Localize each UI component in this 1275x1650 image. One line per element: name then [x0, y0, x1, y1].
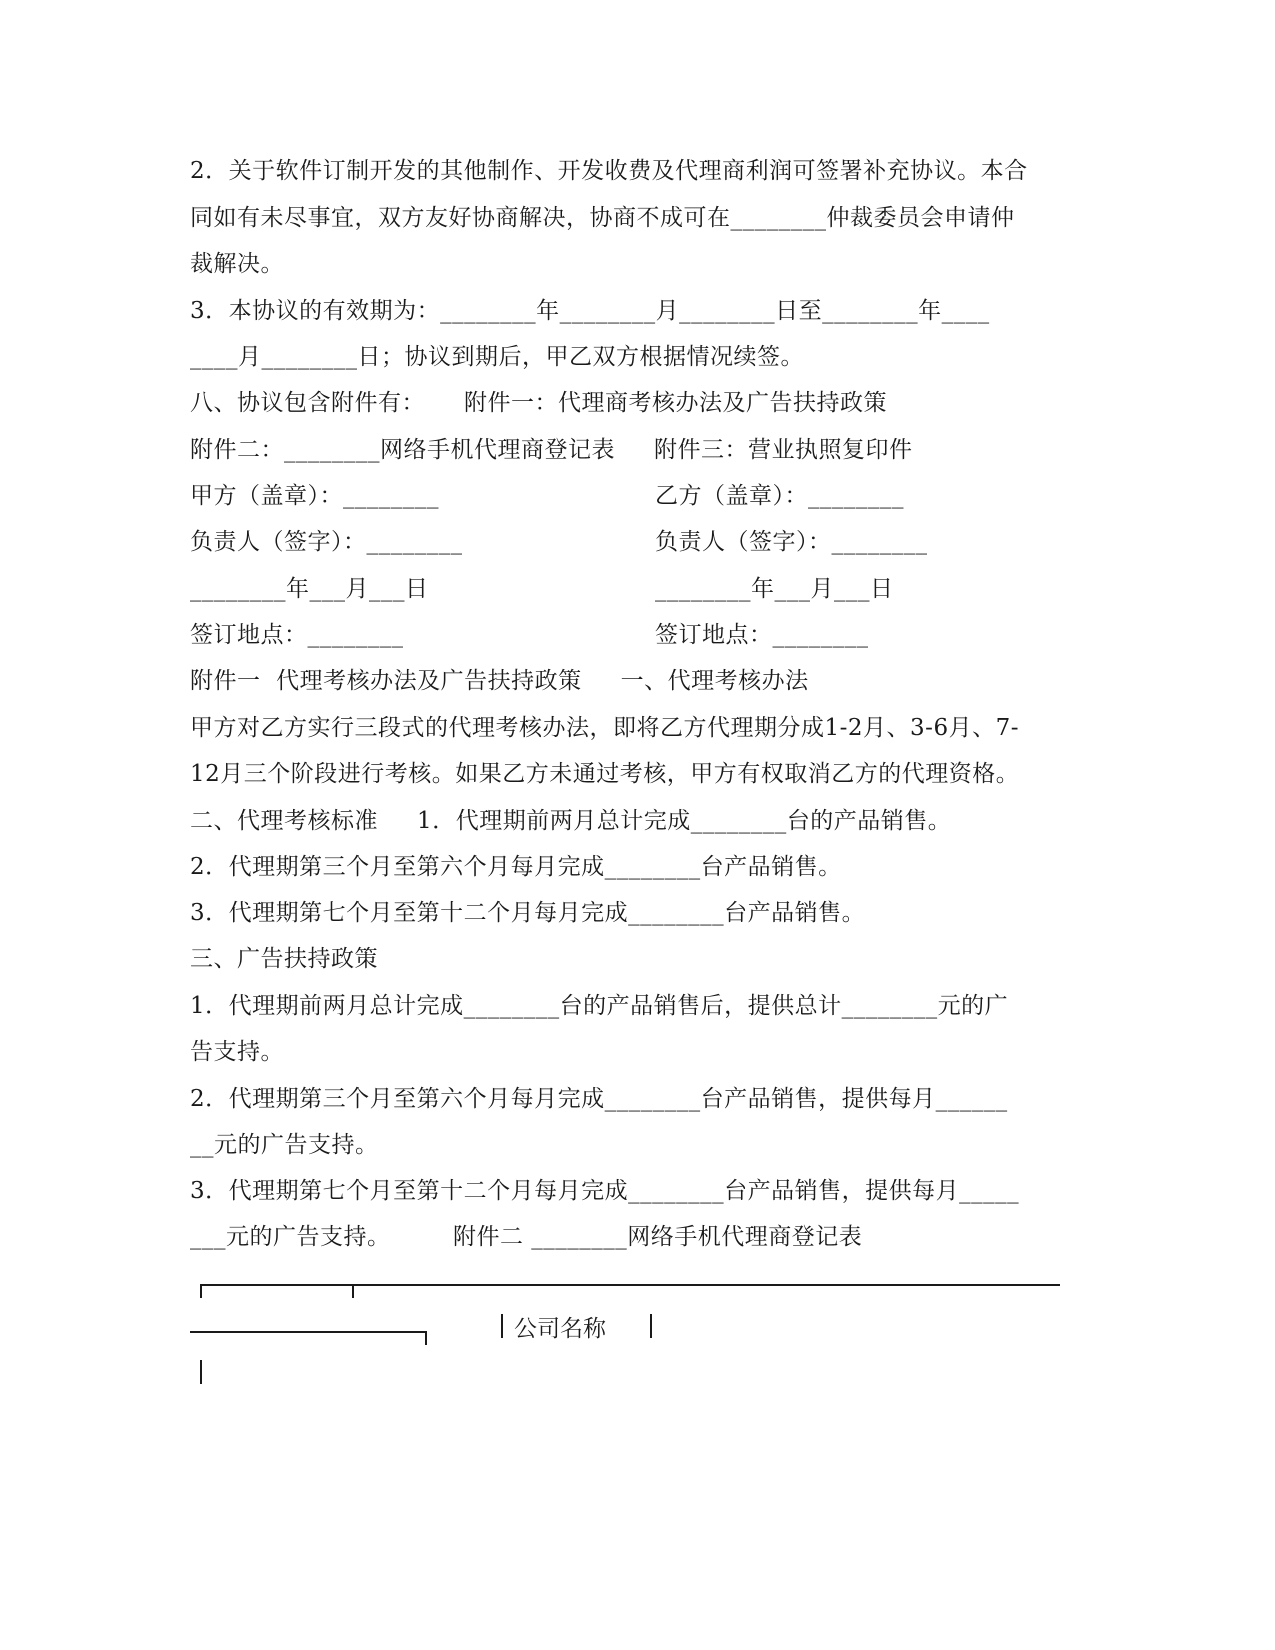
party-b-signer: 负责人（签字）：________ — [655, 529, 928, 555]
ad-support-2-line-2: __元的广告支持。 — [190, 1132, 379, 1158]
attachments-2-3: 附件二：________网络手机代理商登记表 附件三：营业执照复印件 — [190, 437, 913, 463]
assessment-standard-2: 2．代理期第三个月至第六个月每月完成________台产品销售。 — [190, 854, 842, 880]
clause-2-line-1: 2．关于软件订制开发的其他制作、开发收费及代理商利润可签署补充协议。本合 — [190, 158, 1028, 184]
company-name-label: 公司名称 — [514, 1316, 606, 1342]
table-row-right-tick — [425, 1331, 427, 1345]
assessment-method-line-1: 甲方对乙方实行三段式的代理考核办法，即将乙方代理期分成1-2月、3-6月、7- — [190, 715, 1019, 741]
table-top-left-tick — [200, 1284, 202, 1298]
party-b-date: ________年___月___日 — [655, 576, 894, 602]
clause-2-line-2: 同如有未尽事宜，双方友好协商解决，协商不成可在________仲裁委员会申请仲 — [190, 205, 1015, 231]
clause-3-line-2: ____月________日；协议到期后，甲乙双方根据情况续签。 — [190, 344, 804, 370]
table-cell-left-border — [501, 1314, 503, 1338]
party-b-place: 签订地点：________ — [655, 622, 869, 648]
party-a-place: 签订地点：________ — [190, 622, 404, 648]
table-top-rule — [200, 1284, 1060, 1286]
ad-support-2-line-1: 2．代理期第三个月至第六个月每月完成________台产品销售，提供每月______ — [190, 1086, 1008, 1112]
table-cell-right-border — [650, 1314, 652, 1338]
section-8-attachments: 八、协议包含附件有： 附件一：代理商考核办法及广告扶持政策 — [190, 390, 888, 416]
assessment-standard-1: 二、代理考核标准 1．代理期前两月总计完成________台的产品销售。 — [190, 808, 952, 834]
ad-support-1-line-1: 1．代理期前两月总计完成________台的产品销售后，提供总计________元的广 — [190, 993, 1009, 1019]
clause-3-line-1: 3．本协议的有效期为：________年________月________日至________年____ — [190, 298, 990, 324]
table-next-row-left-border — [200, 1360, 202, 1384]
clause-2-line-3: 裁解决。 — [190, 251, 284, 277]
ad-support-1-line-2: 告支持。 — [190, 1039, 284, 1065]
ad-support-3-line-1: 3．代理期第七个月至第十二个月每月完成________台产品销售，提供每月_____ — [190, 1178, 1020, 1204]
table-top-mid-tick — [352, 1284, 354, 1298]
party-a-seal: 甲方（盖章）：________ — [190, 483, 439, 509]
party-a-date: ________年___月___日 — [190, 576, 429, 602]
table-row-rule — [190, 1331, 426, 1333]
ad-support-heading: 三、广告扶持政策 — [190, 946, 378, 972]
assessment-standard-3: 3．代理期第七个月至第十二个月每月完成________台产品销售。 — [190, 900, 866, 926]
party-a-signer: 负责人（签字）：________ — [190, 529, 463, 555]
party-b-seal: 乙方（盖章）：________ — [655, 483, 904, 509]
attachment-1-heading: 附件一 代理考核办法及广告扶持政策 一、代理考核办法 — [190, 668, 809, 694]
assessment-method-line-2: 12月三个阶段进行考核。如果乙方未通过考核，甲方有权取消乙方的代理资格。 — [190, 761, 1020, 787]
ad-support-3-line-2: ___元的广告支持。 附件二 ________网络手机代理商登记表 — [190, 1224, 863, 1250]
